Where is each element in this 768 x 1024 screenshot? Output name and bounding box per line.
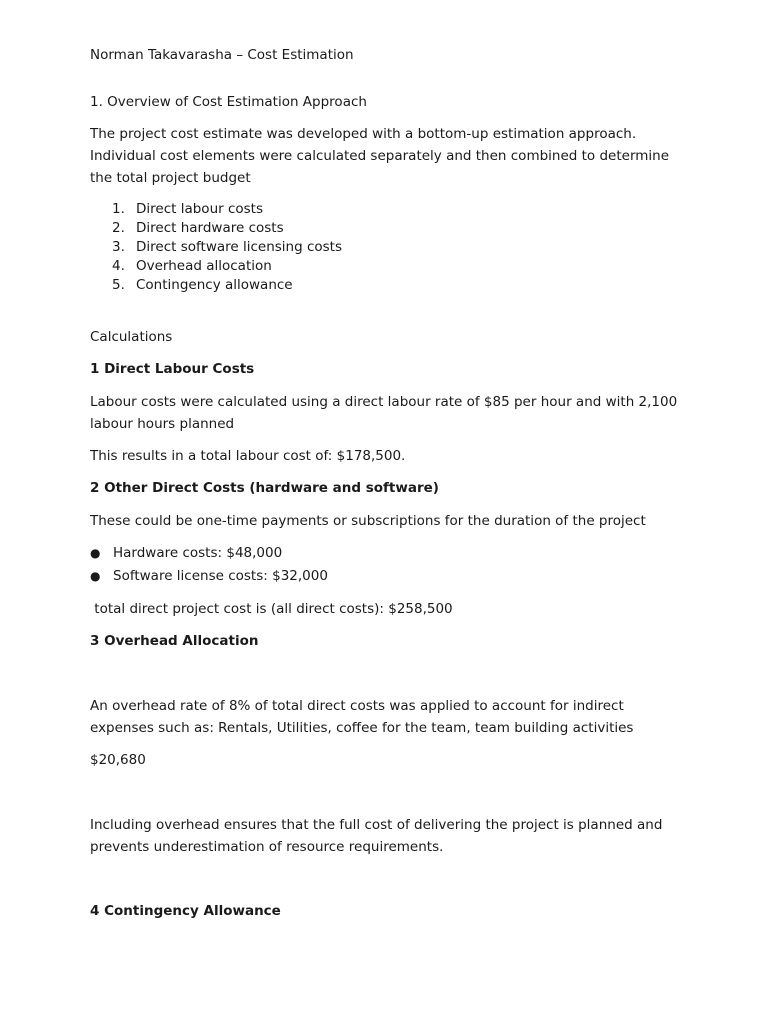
section-heading-overview: 1. Overview of Cost Estimation Approach xyxy=(90,94,367,110)
list-item-text: Direct software licensing costs xyxy=(136,239,343,255)
list-number: 2. xyxy=(112,220,125,236)
list-number: 1. xyxy=(112,201,125,217)
list-item-text: Hardware costs: $48,000 xyxy=(113,545,283,561)
bullet-icon: ● xyxy=(90,546,101,560)
intro-paragraph: The project cost estimate was developed with a bottom-up estimation approach. Individual cost elements were calculated separately and then combined to determine the total project budget xyxy=(90,126,670,186)
list-item-text: Direct hardware costs xyxy=(136,220,284,236)
labour-paragraph: Labour costs were calculated using a direct labour rate of $85 per hour and with 2,100 labour hours planned xyxy=(90,394,678,432)
list-number: 5. xyxy=(112,277,125,293)
list-item-text: Contingency allowance xyxy=(136,277,293,293)
list-item-text: Software license costs: $32,000 xyxy=(113,568,328,584)
bullet-icon: ● xyxy=(90,569,101,583)
document-header: Norman Takavarasha – Cost Estimation xyxy=(90,47,354,63)
other-direct-paragraph: These could be one-time payments or subscriptions for the duration of the project xyxy=(90,513,646,529)
overhead-heading: 3 Overhead Allocation xyxy=(90,633,259,649)
labour-heading: 1 Direct Labour Costs xyxy=(90,361,255,377)
overhead-amount: $20,680 xyxy=(90,752,146,768)
list-item-text: Direct labour costs xyxy=(136,201,264,217)
list-item-text: Overhead allocation xyxy=(136,258,272,274)
total-direct-cost: total direct project cost is (all direct costs): $258,500 xyxy=(90,601,453,617)
other-direct-heading: 2 Other Direct Costs (hardware and software) xyxy=(90,480,439,496)
overhead-paragraph: An overhead rate of 8% of total direct costs was applied to account for indirect expenses such as: Rentals, Utilities, coffee for the team, team building activities xyxy=(90,698,634,736)
overhead-note: Including overhead ensures that the full cost of delivering the project is planned and prevents underestimation of resource requirements. xyxy=(90,817,663,855)
list-number: 3. xyxy=(112,239,125,255)
list-number: 4. xyxy=(112,258,125,274)
calculations-heading: Calculations xyxy=(90,329,173,345)
labour-result: This results in a total labour cost of: $178,500. xyxy=(90,448,406,464)
contingency-heading: 4 Contingency Allowance xyxy=(90,903,281,919)
